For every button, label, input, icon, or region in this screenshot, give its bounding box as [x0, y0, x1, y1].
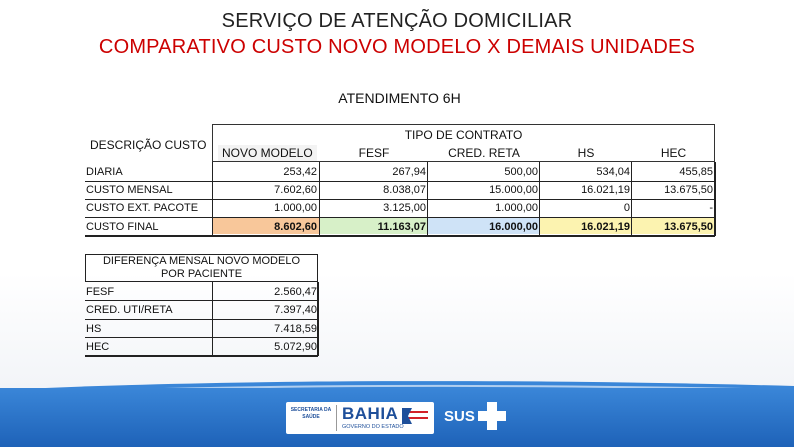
- row-divider: [85, 235, 715, 237]
- cell-ext-fesf: 3.125,00: [383, 202, 426, 214]
- diff-row-divider: [85, 337, 318, 338]
- bahia-logo: [286, 402, 434, 434]
- row-label-diaria: DIARIA: [86, 166, 123, 178]
- cell-final-hs: 16.021,19: [581, 221, 630, 233]
- col-divider: [212, 162, 213, 235]
- row-divider: [85, 181, 715, 182]
- page-subtitle: COMPARATIVO CUSTO NOVO MODELO X DEMAIS UNIDADES: [98, 36, 696, 58]
- logo-secretaria-text: SECRETARIA DA SAÚDE: [290, 407, 332, 420]
- cell-ext-hec: -: [709, 202, 713, 214]
- diff-row-divider: [85, 300, 318, 301]
- col-header-cred-reta: CRED. RETA: [448, 146, 520, 160]
- sus-label: SUS: [444, 408, 475, 425]
- col-divider: [427, 162, 428, 235]
- cell-final-novo: 8.602,60: [274, 221, 317, 233]
- cell-ext-cred: 1.000,00: [495, 202, 538, 214]
- diff-value-cred: 7.397,40: [274, 304, 317, 316]
- diff-header-line2: POR PACIENTE: [160, 268, 243, 280]
- bahia-flag-icon: [402, 408, 428, 424]
- cell-mensal-novo: 7.602,60: [274, 184, 317, 196]
- col-divider: [714, 162, 716, 236]
- cell-diaria-novo: 253,42: [283, 166, 317, 178]
- sus-cross-icon: [476, 400, 508, 432]
- cell-final-hec: 13.675,50: [664, 221, 713, 233]
- col-divider: [631, 162, 632, 235]
- col-header-hs: HS: [577, 146, 595, 160]
- cell-mensal-hs: 16.021,19: [581, 184, 630, 196]
- cell-final-fesf: 11.163,07: [377, 221, 426, 233]
- col-divider: [539, 162, 540, 235]
- diff-label-fesf: FESF: [86, 286, 115, 298]
- cell-diaria-fesf: 267,94: [392, 166, 426, 178]
- row-label-custo-ext: CUSTO EXT. PACOTE: [86, 202, 199, 214]
- diff-label-hec: HEC: [86, 341, 110, 353]
- table-caption: ATENDIMENTO 6H: [338, 90, 461, 106]
- diff-col-divider: [212, 282, 213, 355]
- cell-mensal-hec: 13.675,50: [664, 184, 713, 196]
- diff-row-divider: [85, 355, 318, 357]
- diff-value-hec: 5.072,90: [274, 341, 317, 353]
- cell-mensal-fesf: 8.038,07: [383, 184, 426, 196]
- cell-diaria-hs: 534,04: [596, 166, 630, 178]
- diff-value-fesf: 2.560,47: [274, 286, 317, 298]
- diff-label-cred: CRED. UTI/RETA: [86, 304, 173, 316]
- row-divider: [85, 217, 715, 218]
- page-title: SERVIÇO DE ATENÇÃO DOMICILIAR: [221, 10, 573, 32]
- row-label-custo-final: CUSTO FINAL: [86, 221, 159, 233]
- cell-diaria-hec: 455,85: [679, 166, 713, 178]
- cell-diaria-cred: 500,00: [504, 166, 538, 178]
- cell-final-cred: 16.000,00: [489, 221, 538, 233]
- diff-col-divider: [317, 282, 319, 356]
- logo-bahia-text: BAHIA: [342, 404, 399, 423]
- row-divider: [85, 199, 715, 200]
- cell-mensal-cred: 15.000,00: [489, 184, 538, 196]
- row-label-custo-mensal: CUSTO MENSAL: [86, 184, 173, 196]
- col-header-hec: HEC: [660, 146, 687, 160]
- logo-divider: [336, 405, 337, 431]
- desc-header: DESCRIÇÃO CUSTO: [90, 138, 207, 152]
- diff-label-hs: HS: [86, 323, 102, 335]
- cell-ext-hs: 0: [623, 202, 630, 214]
- diff-header-line1: DIFERENÇA MENSAL NOVO MODELO: [102, 255, 301, 267]
- logo-governo-text: GOVERNO DO ESTADO: [342, 424, 404, 430]
- cell-ext-novo: 1.000,00: [274, 202, 317, 214]
- col-header-novo-modelo: NOVO MODELO: [218, 145, 317, 161]
- col-divider: [319, 162, 320, 235]
- col-header-fesf: FESF: [358, 146, 390, 160]
- diff-row-divider: [85, 319, 318, 320]
- group-header: TIPO DE CONTRATO: [404, 128, 523, 142]
- diff-value-hs: 7.418,59: [274, 323, 317, 335]
